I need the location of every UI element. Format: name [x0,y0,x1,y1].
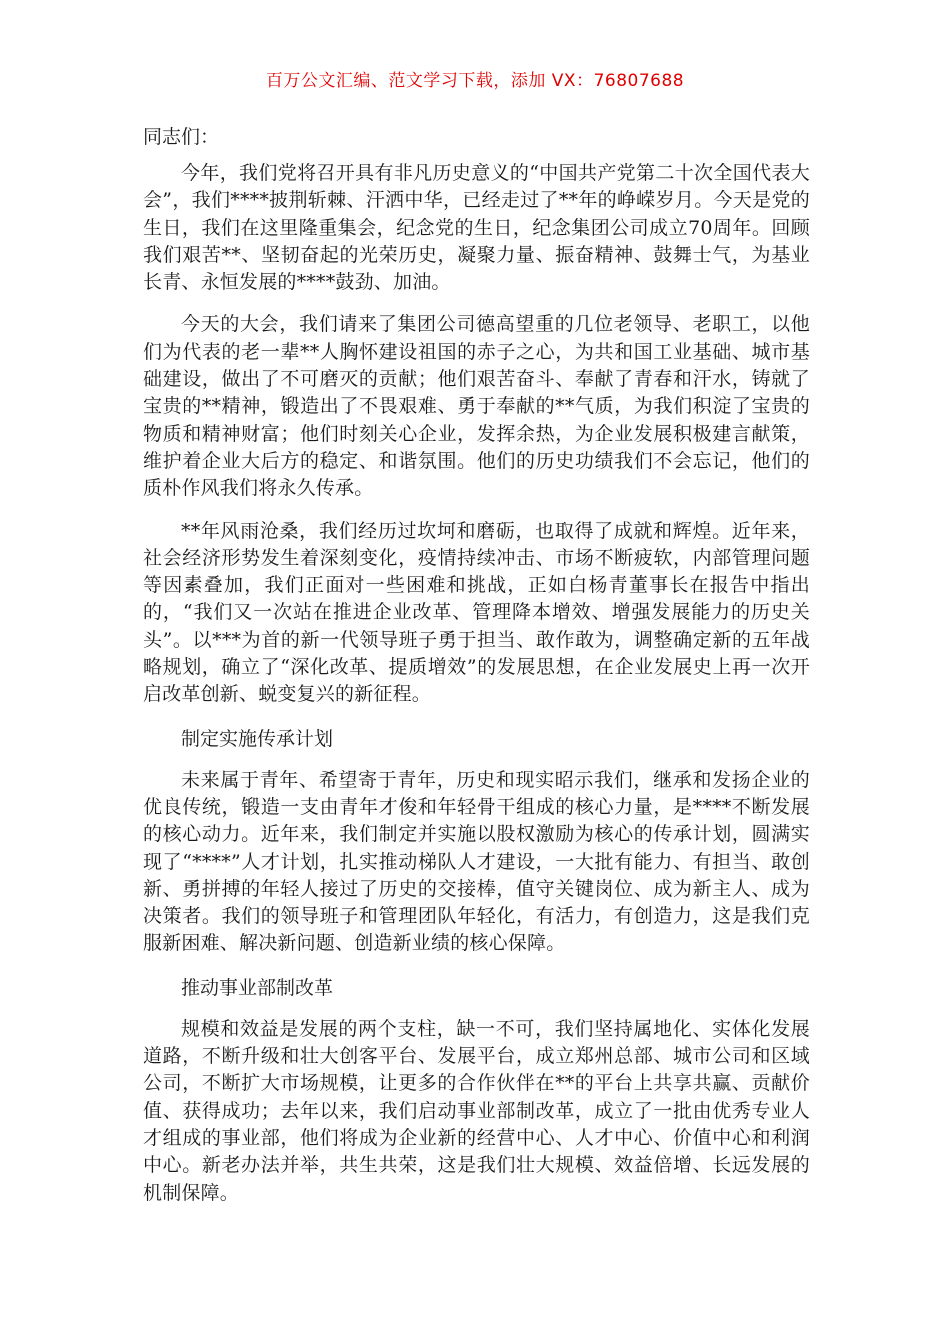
paragraph-1: 今年，我们党将召开具有非凡历史意义的“中国共产党第二十次全国代表大会”，我们****披荆斩棘、汗洒中华，已经走过了**年的峥嵘岁月。今天是党的生日，我们在这里隆重集会，纪念党的生日，纪念集团公司成立70周年。回顾我们艰苦**、坚韧奋起的光荣历史，凝聚力量、振奋精神、鼓舞士气，为基业长青、永恒发展的****鼓劲、加油。 [143,162,810,294]
section-heading-division-reform: 推动事业部制改革 [181,976,334,999]
paragraph-4: 未来属于青年、希望寄于青年，历史和现实昭示我们，继承和发扬企业的优良传统，锻造一支由青年才俊和年轻骨干组成的核心力量，是****不断发展的核心动力。近年来，我们制定并实施以股权激励为核心的传承计划，圆满实现了“****”人才计划，扎实推动梯队人才建设，一大批有能力、有担当、敢创新、勇拼搏的年轻人接过了历史的交接棒，值守关键岗位、成为新主人、成为决策者。我们的领导班子和管理团队年轻化，有活力，有创造力，这是我们克服新困难、解决新问题、创造新业绩的核心保障。 [143,768,810,955]
salutation: 同志们： [143,126,220,148]
paragraph-5: 规模和效益是发展的两个支柱，缺一不可，我们坚持属地化、实体化发展道路，不断升级和壮大创客平台、发展平台，成立郑州总部、城市公司和区域公司，不断扩大市场规模，让更多的合作伙伴在**的平台上共享共赢、贡献价值、获得成功；去年以来，我们启动事业部制改革，成立了一批由优秀专业人才组成的事业部，他们将成为企业新的经营中心、人才中心、价值中心和利润中心。新老办法并举，共生共荣，这是我们壮大规模、效益倍增、长远发展的机制保障。 [143,1017,810,1204]
document-body [143,122,810,1222]
page-header-banner: 百万公文汇编、范文学习下载，添加 VX：76807688 [265,71,685,91]
paragraph-3: **年风雨沧桑，我们经历过坎坷和磨砺，也取得了成就和辉煌。近年来，社会经济形势发生着深刻变化，疫情持续冲击、市场不断疲软，内部管理问题等因素叠加，我们正面对一些困难和挑战，正如白杨青董事长在报告中指出的，“我们又一次站在推进企业改革、管理降本增效、增强发展能力的历史关头”。以***为首的新一代领导班子勇于担当、敢作敢为，调整确定新的五年战略规划，确立了“深化改革、提质增效”的发展思想，在企业发展史上再一次开启改革创新、蜕变复兴的新征程。 [143,519,810,706]
paragraph-2: 今天的大会，我们请来了集团公司德高望重的几位老领导、老职工，以他们为代表的老一辈**人胸怀建设祖国的赤子之心，为共和国工业基础、城市基础建设，做出了不可磨灭的贡献；他们艰苦奋斗、奉献了青春和汗水，铸就了宝贵的**精神，锻造出了不畏艰难、勇于奉献的**气质，为我们积淀了宝贵的物质和精神财富；他们时刻关心企业，发挥余热，为企业发展积极建言献策，维护着企业大后方的稳定、和谐氛围。他们的历史功绩我们不会忘记，他们的质朴作风我们将永久传承。 [143,313,810,500]
section-heading-inheritance-plan: 制定实施传承计划 [181,727,334,750]
